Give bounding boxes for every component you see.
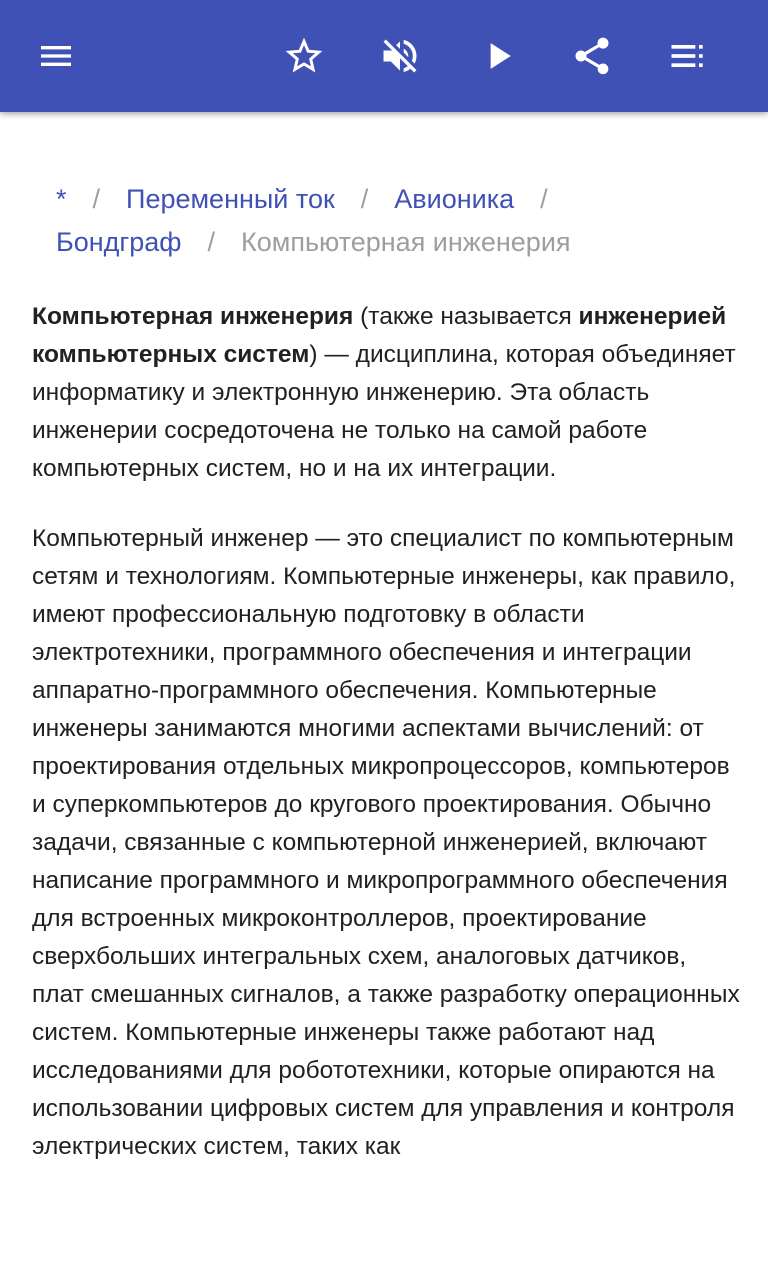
share-button[interactable]	[564, 28, 620, 84]
app-toolbar	[0, 0, 768, 112]
article-alt-term: инженерией компьютерных систем	[32, 303, 727, 368]
breadcrumb-link-alternating-current[interactable]: Переменный ток	[126, 184, 335, 214]
breadcrumb-separator: /	[540, 184, 548, 214]
breadcrumb	[56, 178, 736, 264]
contents-button[interactable]	[660, 28, 716, 84]
menu-button[interactable]	[28, 28, 84, 84]
article-paragraph	[32, 298, 742, 488]
volume-off-icon	[378, 34, 422, 78]
breadcrumb-separator: /	[207, 227, 216, 257]
article-text: ) — дисциплина, которая объединяет информатику и электронную инженерию. Эта область инженерии сосредоточена не только на самой работе компьютерных систем, но и на их интеграции.	[32, 341, 736, 482]
article-term: Компьютерная инженерия	[32, 303, 354, 330]
share-icon	[570, 34, 614, 78]
breadcrumb-link-avionics[interactable]: Авионика	[394, 184, 515, 214]
article-text: (также называется	[353, 303, 579, 330]
play-button[interactable]	[470, 28, 526, 84]
playlist-icon	[666, 34, 710, 78]
article-body	[32, 298, 742, 1198]
play-icon	[476, 34, 520, 78]
article-paragraph: Компьютерный инженер — это специалист по компьютерным сетям и технологиям. Компьютерные инженеры, как правило, имеют профессиональную подготовку в области электротехники, программного обеспечения и интеграции аппаратно-программного обеспечения. Компьютерные инженеры занимаются многими аспектами вычислений: от проектирования отдельных микропроцессоров, компьютеров и суперкомпьютеров до кругового проектирования. Обычно задачи, связанные с компьютерной инженерией, включают написание программного и микропрограммного обеспечения для встроенных микроконтроллеров, проектирование сверхбольших интегральных схем, аналоговых датчиков, плат смешанных сигналов, а также разработку операционных систем. Компьютерные инженеры также работают над исследованиями для робототехники, которые опираются на использовании цифровых систем для управления и контроля электрических систем, таких как	[32, 525, 740, 1160]
menu-icon	[36, 36, 76, 76]
mute-button[interactable]	[372, 28, 428, 84]
breadcrumb-link-root[interactable]: *	[56, 184, 67, 214]
star-icon	[282, 34, 326, 78]
breadcrumb-separator: /	[360, 184, 369, 214]
breadcrumb-current: Компьютерная инженерия	[241, 227, 571, 257]
breadcrumb-separator: /	[92, 184, 101, 214]
article-content	[0, 112, 768, 1280]
breadcrumb-link-bond-graph[interactable]: Бондграф	[56, 227, 182, 257]
favorite-button[interactable]	[276, 28, 332, 84]
